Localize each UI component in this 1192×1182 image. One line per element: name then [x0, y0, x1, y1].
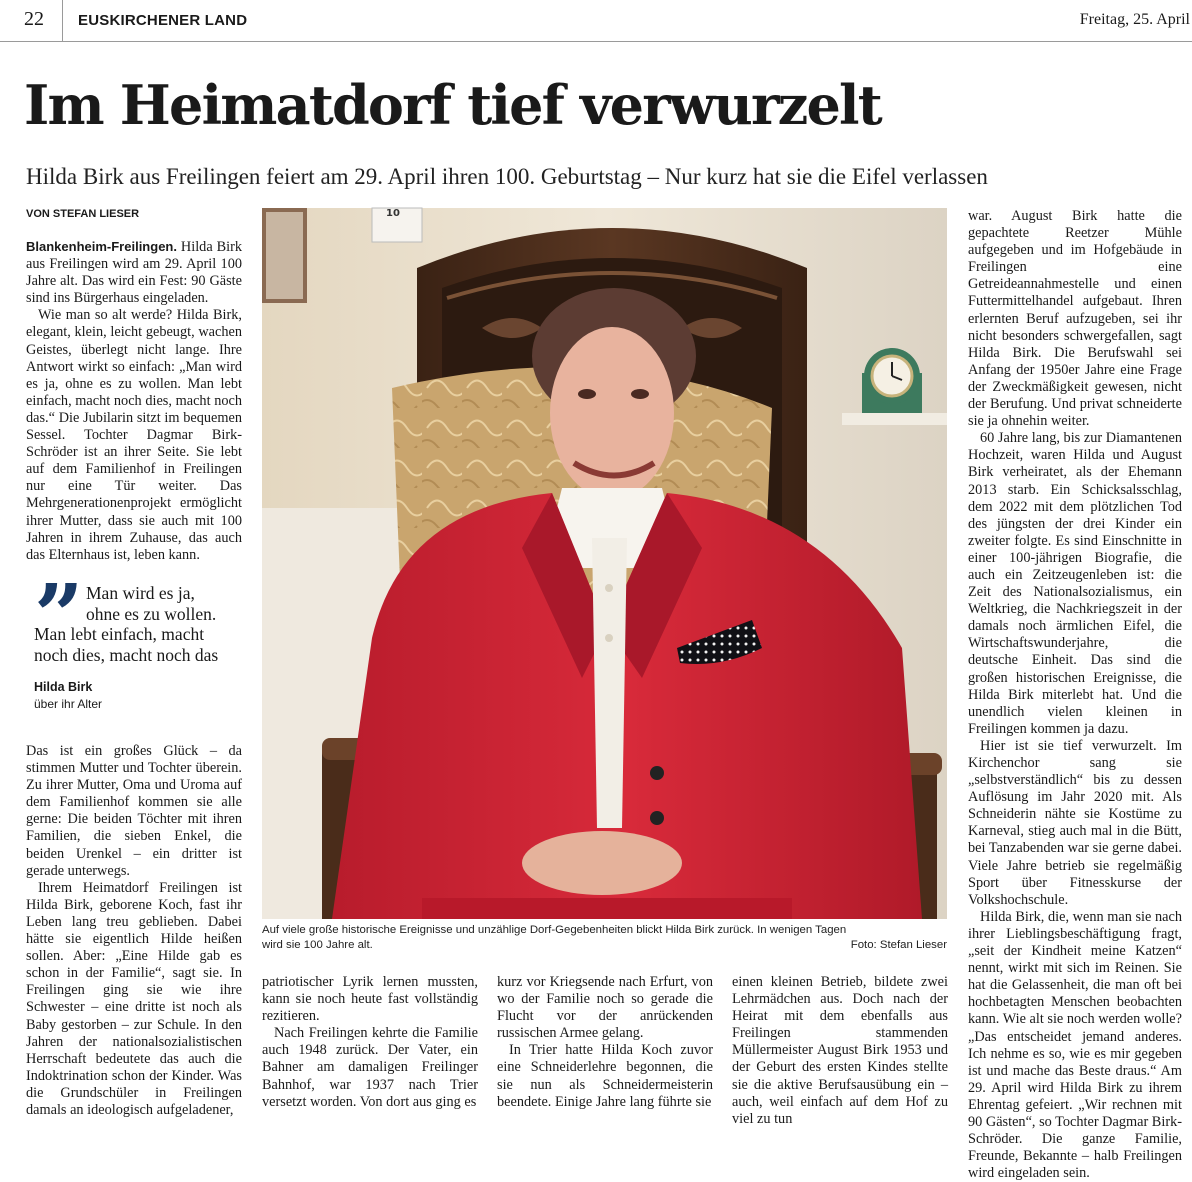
section-name: EUSKIRCHENER LAND [78, 12, 248, 29]
paragraph: 60 Jahre lang, bis zur Diamantenen Hochzeit, waren Hilda und August Birk verheiratet, als der Ehemann 2013 starb. Ein Schicksalsschlag, dem 2022 mit dem plötzlichen Tod des jüngsten der drei Kinder ein zweiter folgte. Es sind Einschnitte in einer 100-jährigen Biografie, die auch ein Zeitzeugenleben ist: die Zeit des Nationalsozialismus, ein Weltkrieg, die Nachkriegszeit in der damals noch ärmlichen Eifel, die Wirtschaftswunderjahre, die deutsche Einheit. Das sind die großen historischen Ereignisse, die Hilda Birk miterlebt hat. Und die unendlich vielen kleinen in Freilingen kommen ja dazu. [968, 430, 1182, 737]
paragraph: kurz vor Kriegsende nach Erfurt, von wo der Familie noch so gerade die Flucht vor der anrückenden russischen Armee gelang. [497, 974, 713, 1042]
column-5 [968, 208, 1182, 1182]
paragraph: In Trier hatte Hilda Koch zuvor eine Schneiderlehre begonnen, die sie nun als Schneidermeisterin beendete. Einige Jahre lang führte sie [497, 1042, 713, 1110]
paragraph: patriotischer Lyrik lernen mussten, kann sie noch heute fast vollständig rezitieren. [262, 974, 478, 1025]
issue-date: Freitag, 25. April [1079, 11, 1190, 28]
column-1-bottom [26, 743, 242, 1119]
column-3 [497, 974, 713, 1111]
lead-text: Hilda Birk aus Freilingen wird am 29. April 100 Jahre alt. Das wird ein Fest: 90 Gäste sind ins Bürgerhaus eingeladen. [26, 239, 242, 307]
photo-credit: Foto: Stefan Lieser [850, 939, 947, 951]
clock-icon [862, 348, 922, 415]
calendar-digits: 10 [386, 208, 400, 219]
paragraph: Ihrem Heimatdorf Freilingen ist Hilda Birk, geborene Koch, fast ihr Leben lang treu geblieben. Dabei hätte sie eigentlich Hilde heißen sollen. Aber: „Eine Hilde gab es schon in der Familie“, sagt sie. In Freilingen ging sie wie ihre Schwester – eine dritte ist noch als Baby gestorben – zur Schule. In den Jahren der nationalsozialistischen Herrschaft bedeutete das auch die Indoktrination schon der Kinder. Was die Grundschüler in Freilingen damals an ideologisch aufgeladener, [26, 879, 242, 1118]
column-4 [732, 974, 948, 1128]
column-2 [262, 974, 478, 1111]
headline: Im Heimatdorf tief verwurzelt [24, 73, 881, 137]
paragraph: Hier ist sie tief verwurzelt. Im Kirchenchor sang sie „selbstverständlich“ bis zu dessen Auflösung im Jahr 2020 mit. Als Schneiderin nähte sie Kostüme zu Karneval, stieg auch mal in die Bütt, bei Tanzabenden war sie gerne dabei. Viele Jahre betrieb sie regelmäßig Sport über Fitnesskurse der Volkshochschule. [968, 737, 1182, 908]
byline: VON STEFAN LIESER [26, 208, 140, 220]
calendar-icon [372, 208, 422, 242]
pull-quote [34, 583, 250, 665]
paragraph: war. August Birk hatte die gepachtete Reetzer Mühle aufgegeben und im Hofgebäude in Freilingen eine Getreideannahmestelle und einen Futtermittelhandel aufgebaut. Ihren erlernten Beruf aufzugeben, sei ihr nicht besonders schwergefallen, sagt Hilda Birk. Die Berufswahl sei Anfang der 1950er Jahre eine Frage der Zweckmäßigkeit gewesen, nicht der Berufung. Und privat schneiderte sie ja ohnehin weiter. [968, 208, 1182, 430]
paragraph: einen kleinen Betrieb, bildete zwei Lehrmädchen aus. Doch nach der Heirat mit dem ebenfalls aus Freilingen stammenden Müllermeister August Birk 1953 und der Geburt des ersten Kindes stellte sie die aktive Berufsausübung ein – auch, weil einfach auf dem Hof zu viel zu tun [732, 974, 948, 1127]
pull-quote-line: noch dies, macht noch das [34, 644, 219, 665]
page-number: 22 [24, 8, 44, 30]
subheadline: Hilda Birk aus Freilingen feiert am 29. April ihren 100. Geburtstag – Nur kurz hat sie die Eifel verlassen [26, 164, 988, 189]
column-1-top [26, 238, 242, 564]
quotation-mark-icon: ” [34, 566, 84, 667]
photo-caption [262, 923, 947, 953]
dateline: Blankenheim-Freilingen. [26, 239, 177, 254]
pull-quote-author: Hilda Birk [34, 680, 93, 694]
header-divider [62, 0, 63, 42]
pull-quote-description: über ihr Alter [34, 697, 103, 711]
pull-quote-line: ohne es zu wollen. [86, 603, 217, 624]
pull-quote-line: Man lebt einfach, macht [34, 624, 205, 644]
caption-line: Auf viele große historische Ereignisse und unzählige Dorf-Gegebenheiten blickt Hilda Birk zurück. In wenigen Tagen [262, 924, 847, 936]
caption-line: wird sie 100 Jahre alt. [262, 939, 373, 951]
paragraph: Hilda Birk, die, wenn man sie nach ihrer Lieblingsbeschäftigung fragt, „seit der Kindheit meine Katzen“ nennt, wirkt mit sich im Reinen. Sie hat die Gelassenheit, die man oft bei hochbetagten Menschen beobachten kann. Wie alt sie noch werden wolle? „Das entscheidet jemand anderes. Ich nehme es so, wie es mir gegeben ist und mache das Beste draus.“ Am 29. April wird Hilda Birk zu ihrem Ehrentag gefeiert. „Wir rechnen mit 90 Gästen“, so Tochter Dagmar Birk-Schröder. Die ganze Familie, Freunde, Bekannte – halb Freilingen wird eingeladen sein. [968, 908, 1182, 1182]
paragraph: Wie man so alt werde? Hilda Birk, elegant, klein, leicht gebeugt, wachen Geistes, überlegt nicht lange. Ihre Antwort wirkt so einfach: „Man wird es ja, ohne es zu wollen. Man lebt einfach, macht noch dies, macht noch das.“ Die Jubilarin sitzt im bequemen Sessel. Tochter Dagmar Birk-Schröder ist an ihrer Seite. Sie lebt auf dem Familienhof in Freilingen nur eine Tür weiter. Das Mehrgenerationenprojekt ermöglicht ihrer Mutter, dass sie auch mit 100 Jahren in ihrem Zuhause, das auch das Elternhaus ist, leben kann. [26, 307, 242, 563]
pull-quote-line: Man wird es ja, [86, 583, 195, 603]
article-photo [262, 208, 947, 919]
paragraph: Nach Freilingen kehrte die Familie auch 1948 zurück. Der Vater, ein Bahner am damaligen Freilinger Bahnhof, war 1937 nach Trier versetzt worden. Von dort aus ging es [262, 1025, 478, 1110]
paragraph: Das ist ein großes Glück – da stimmen Mutter und Tochter überein. Zu ihrer Mutter, Oma und Uroma auf dem Familienhof kommen sie alle gerne: Die beiden Töchter mit ihren Familien, die sieben Enkel, die beiden Urenkel – ein dritter ist gerade unterwegs. [26, 743, 242, 879]
portrait-illustration [262, 208, 947, 919]
page-header [0, 0, 1192, 42]
paragraph [26, 238, 242, 307]
